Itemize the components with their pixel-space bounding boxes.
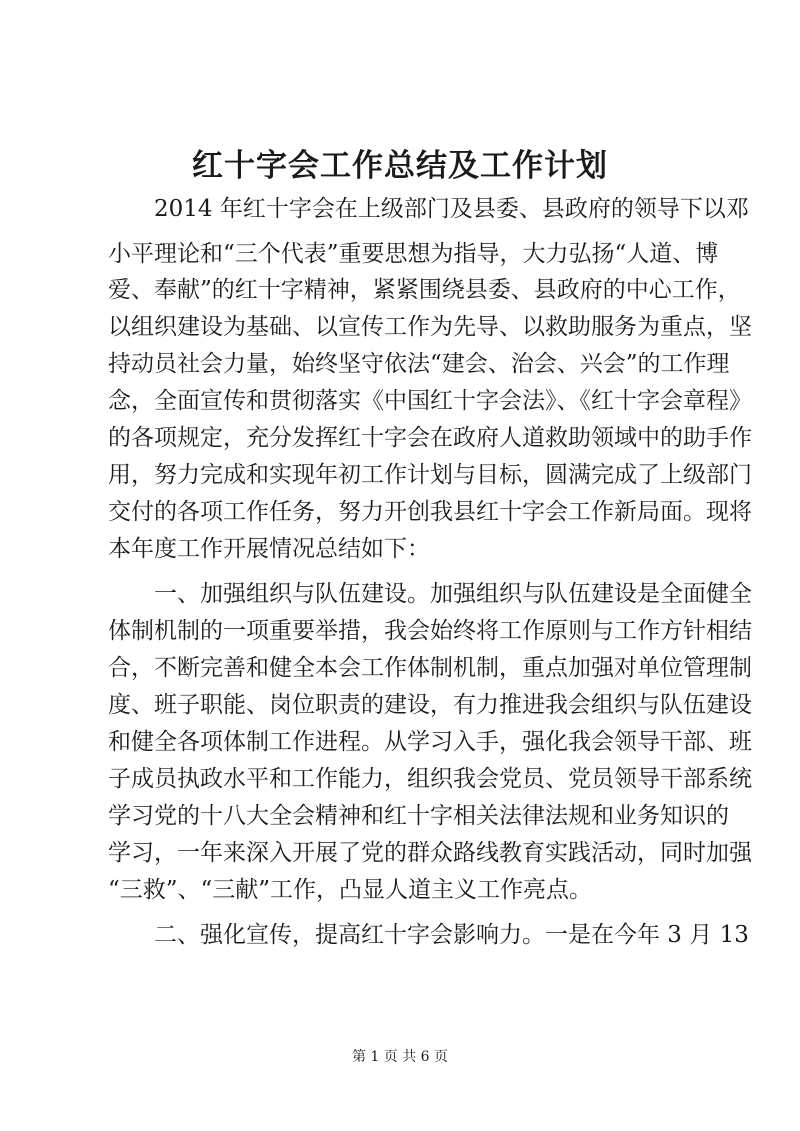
document-title: 红十字会工作总结及工作计划	[192, 148, 608, 184]
paragraph-line: 本年度工作开展情况总结如下：	[108, 536, 430, 562]
paragraph-line: 合，不断完善和健全本会工作体制机制，重点加强对单位管理制	[108, 655, 752, 681]
page-number-footer: 第 1 页 共 6 页	[351, 1049, 449, 1065]
paragraph-line: 子成员执政水平和工作能力，组织我会党员、党员领导干部系统	[108, 766, 752, 792]
paragraph-line: 小平理论和“三个代表”重要思想为指导，大力弘扬“人道、博	[108, 241, 719, 267]
paragraph-line: 持动员社会力量，始终坚守依法“建会、治会、兴会”的工作理	[108, 351, 730, 377]
paragraph-line: 学习，一年来深入开展了党的群众路线教育实践活动，同时加强	[108, 840, 752, 866]
paragraph-line: 以组织建设为基础、以宣传工作为先导、以救助服务为重点，坚	[108, 314, 752, 340]
paragraph-line: 爱、奉献”的红十字精神，紧紧围绕县委、县政府的中心工作，	[108, 277, 741, 303]
paragraph-line: 念，全面宣传和贯彻落实《中国红十字会法》、《红十字会章程》	[108, 388, 752, 414]
paragraph-line: 交付的各项工作任务，努力开创我县红十字会工作新局面。现将	[108, 499, 752, 525]
paragraph-line: “三救”、“三献”工作，凸显人道主义工作亮点。	[108, 877, 593, 903]
paragraph-line: 体制机制的一项重要举措，我会始终将工作原则与工作方针相结	[108, 618, 752, 644]
paragraph-line: 2014 年红十字会在上级部门及县委、县政府的领导下以邓	[154, 196, 749, 222]
paragraph-line: 度、班子职能、岗位职责的建设，有力推进我会组织与队伍建设	[108, 692, 752, 718]
paragraph-line: 的各项规定，充分发挥红十字会在政府人道救助领域中的助手作	[108, 425, 752, 451]
paragraph-line: 一、加强组织与队伍建设。加强组织与队伍建设是全面健全	[154, 581, 752, 607]
paragraph-line: 学习党的十八大全会精神和红十字相关法律法规和业务知识的	[108, 803, 729, 829]
paragraph-line: 和健全各项体制工作进程。从学习入手，强化我会领导干部、班	[108, 729, 752, 755]
paragraph-line: 用，努力完成和实现年初工作计划与目标，圆满完成了上级部门	[108, 462, 752, 488]
paragraph-line: 二、强化宣传，提高红十字会影响力。一是在今年 3 月 13	[154, 922, 749, 948]
